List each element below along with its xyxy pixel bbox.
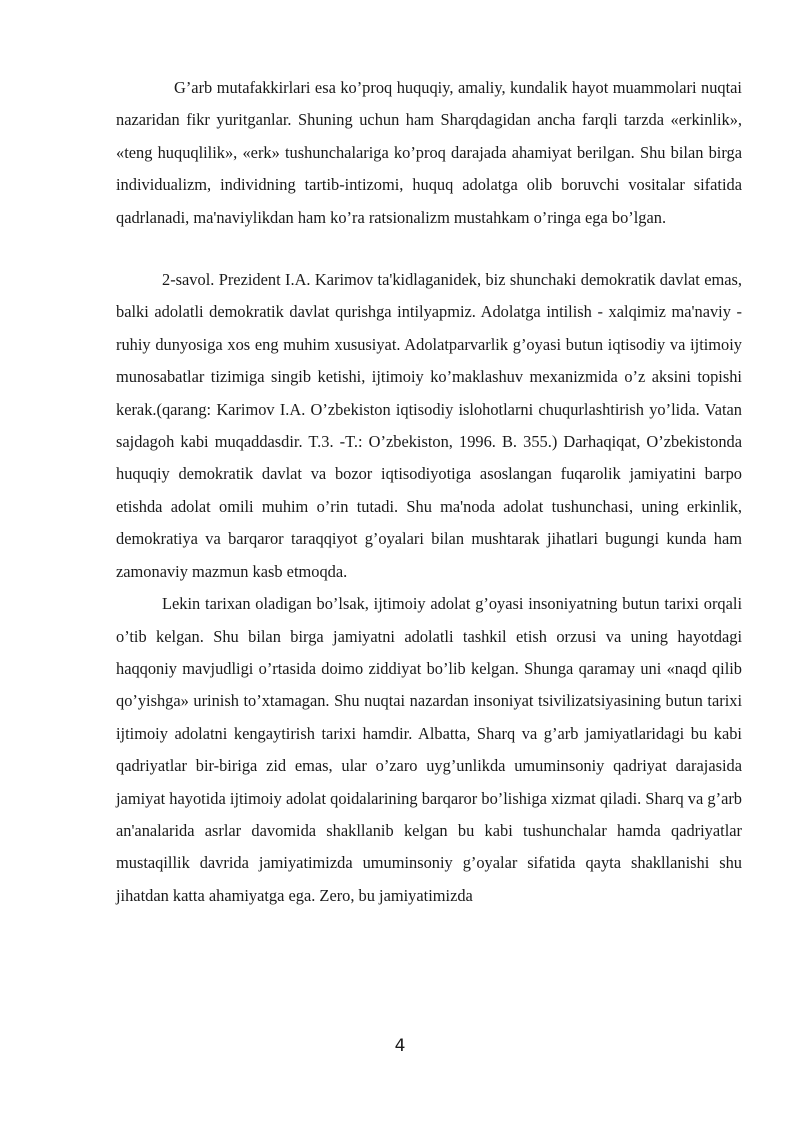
document-body bbox=[116, 72, 742, 912]
paragraph-question-2: 2-savol. Prezident I.A. Karimov ta'kidlaganidek, biz shunchaki demokratik davlat emas, balki adolatli demokratik davlat qurishga intilyapmiz. Adolatga intilish - xalqimiz ma'naviy - ruhiy dunyosiga xos eng muhim xususiyat. Adolatparvarlik g’oyasi butun iqtisodiy va ijtimoiy munosabatlar tizimiga singib ketishi, ijtimoiy ko’maklashuv mexanizmida o’z aksini topishi kerak.(qarang: Karimov I.A. O’zbekiston iqtisodiy islohotlarni chuqurlashtirish yo’lida. Vatan sajdagoh kabi muqaddasdir. T.3. -T.: O’zbekiston, 1996. B. 355.) Darhaqiqat, O’zbekistonda huquqiy demokratik davlat va bozor iqtisodiyotiga asoslangan fuqarolik jamiyatini barpo etishda adolat omili muhim o’rin tutadi. Shu ma'noda adolat tushunchasi, uning erkinlik, demokratiya va barqaror taraqqiyot g’oyalari bilan mushtarak jihatlari bugungi kunda ham zamonaviy mazmun kasb etmoqda. bbox=[116, 270, 742, 581]
page-number: 4 bbox=[394, 1036, 406, 1056]
paragraph-historical-justice: Lekin tarixan oladigan bo’lsak, ijtimoiy adolat g’oyasi insoniyatning butun tarixi orqali o’tib kelgan. Shu bilan birga jamiyatni adolatli tashkil etish orzusi va uning hayotdagi haqqoniy mavjudligi o’rtasida doimo ziddiyat bo’lib kelgan. Shunga qaramay uni «naqd qilib qo’yishga» urinish to’xtamagan. Shu nuqtai nazardan insoniyat tsivilizatsiyasining butun tarixi ijtimoiy adolatni kengaytirish tarixi hamdir. Albatta, Sharq va g’arb jamiyatlaridagi bu kabi qadriyatlar bir-biriga zid emas, ular o’zaro uyg’unlikda umuminsoniy qadriyat darajasida jamiyat hayotida ijtimoiy adolat qoidalarining barqaror bo’lishiga xizmat qiladi. Sharq va g’arb an'analarida asrlar davomida shakllanib kelgan bu kabi tushunchalar hamda qadriyatlar mustaqillik davrida jamiyatimizda umuminsoniy g’oyalar sifatida qayta shakllanishi shu jihatdan katta ahamiyatga ega. Zero, bu jamiyatimizda bbox=[116, 594, 742, 905]
paragraph-western-thinkers: G’arb mutafakkirlari esa ko’proq huquqiy, amaliy, kundalik hayot muammolari nuqtai nazaridan fikr yuritganlar. Shuning uchun ham Sharqdagidan ancha farqli tarzda «erkinlik», «teng huquqlilik», «erk» tushunchalariga ko’proq darajada ahamiyat berilgan. Shu bilan birga individualizm, individning tartib-intizomi, huquq adolatga olib boruvchi vositalar sifatida qadrlanadi, ma'naviylikdan ham ko’ra ratsionalizm mustahkam o’ringa ega bo’lgan. bbox=[116, 78, 742, 227]
